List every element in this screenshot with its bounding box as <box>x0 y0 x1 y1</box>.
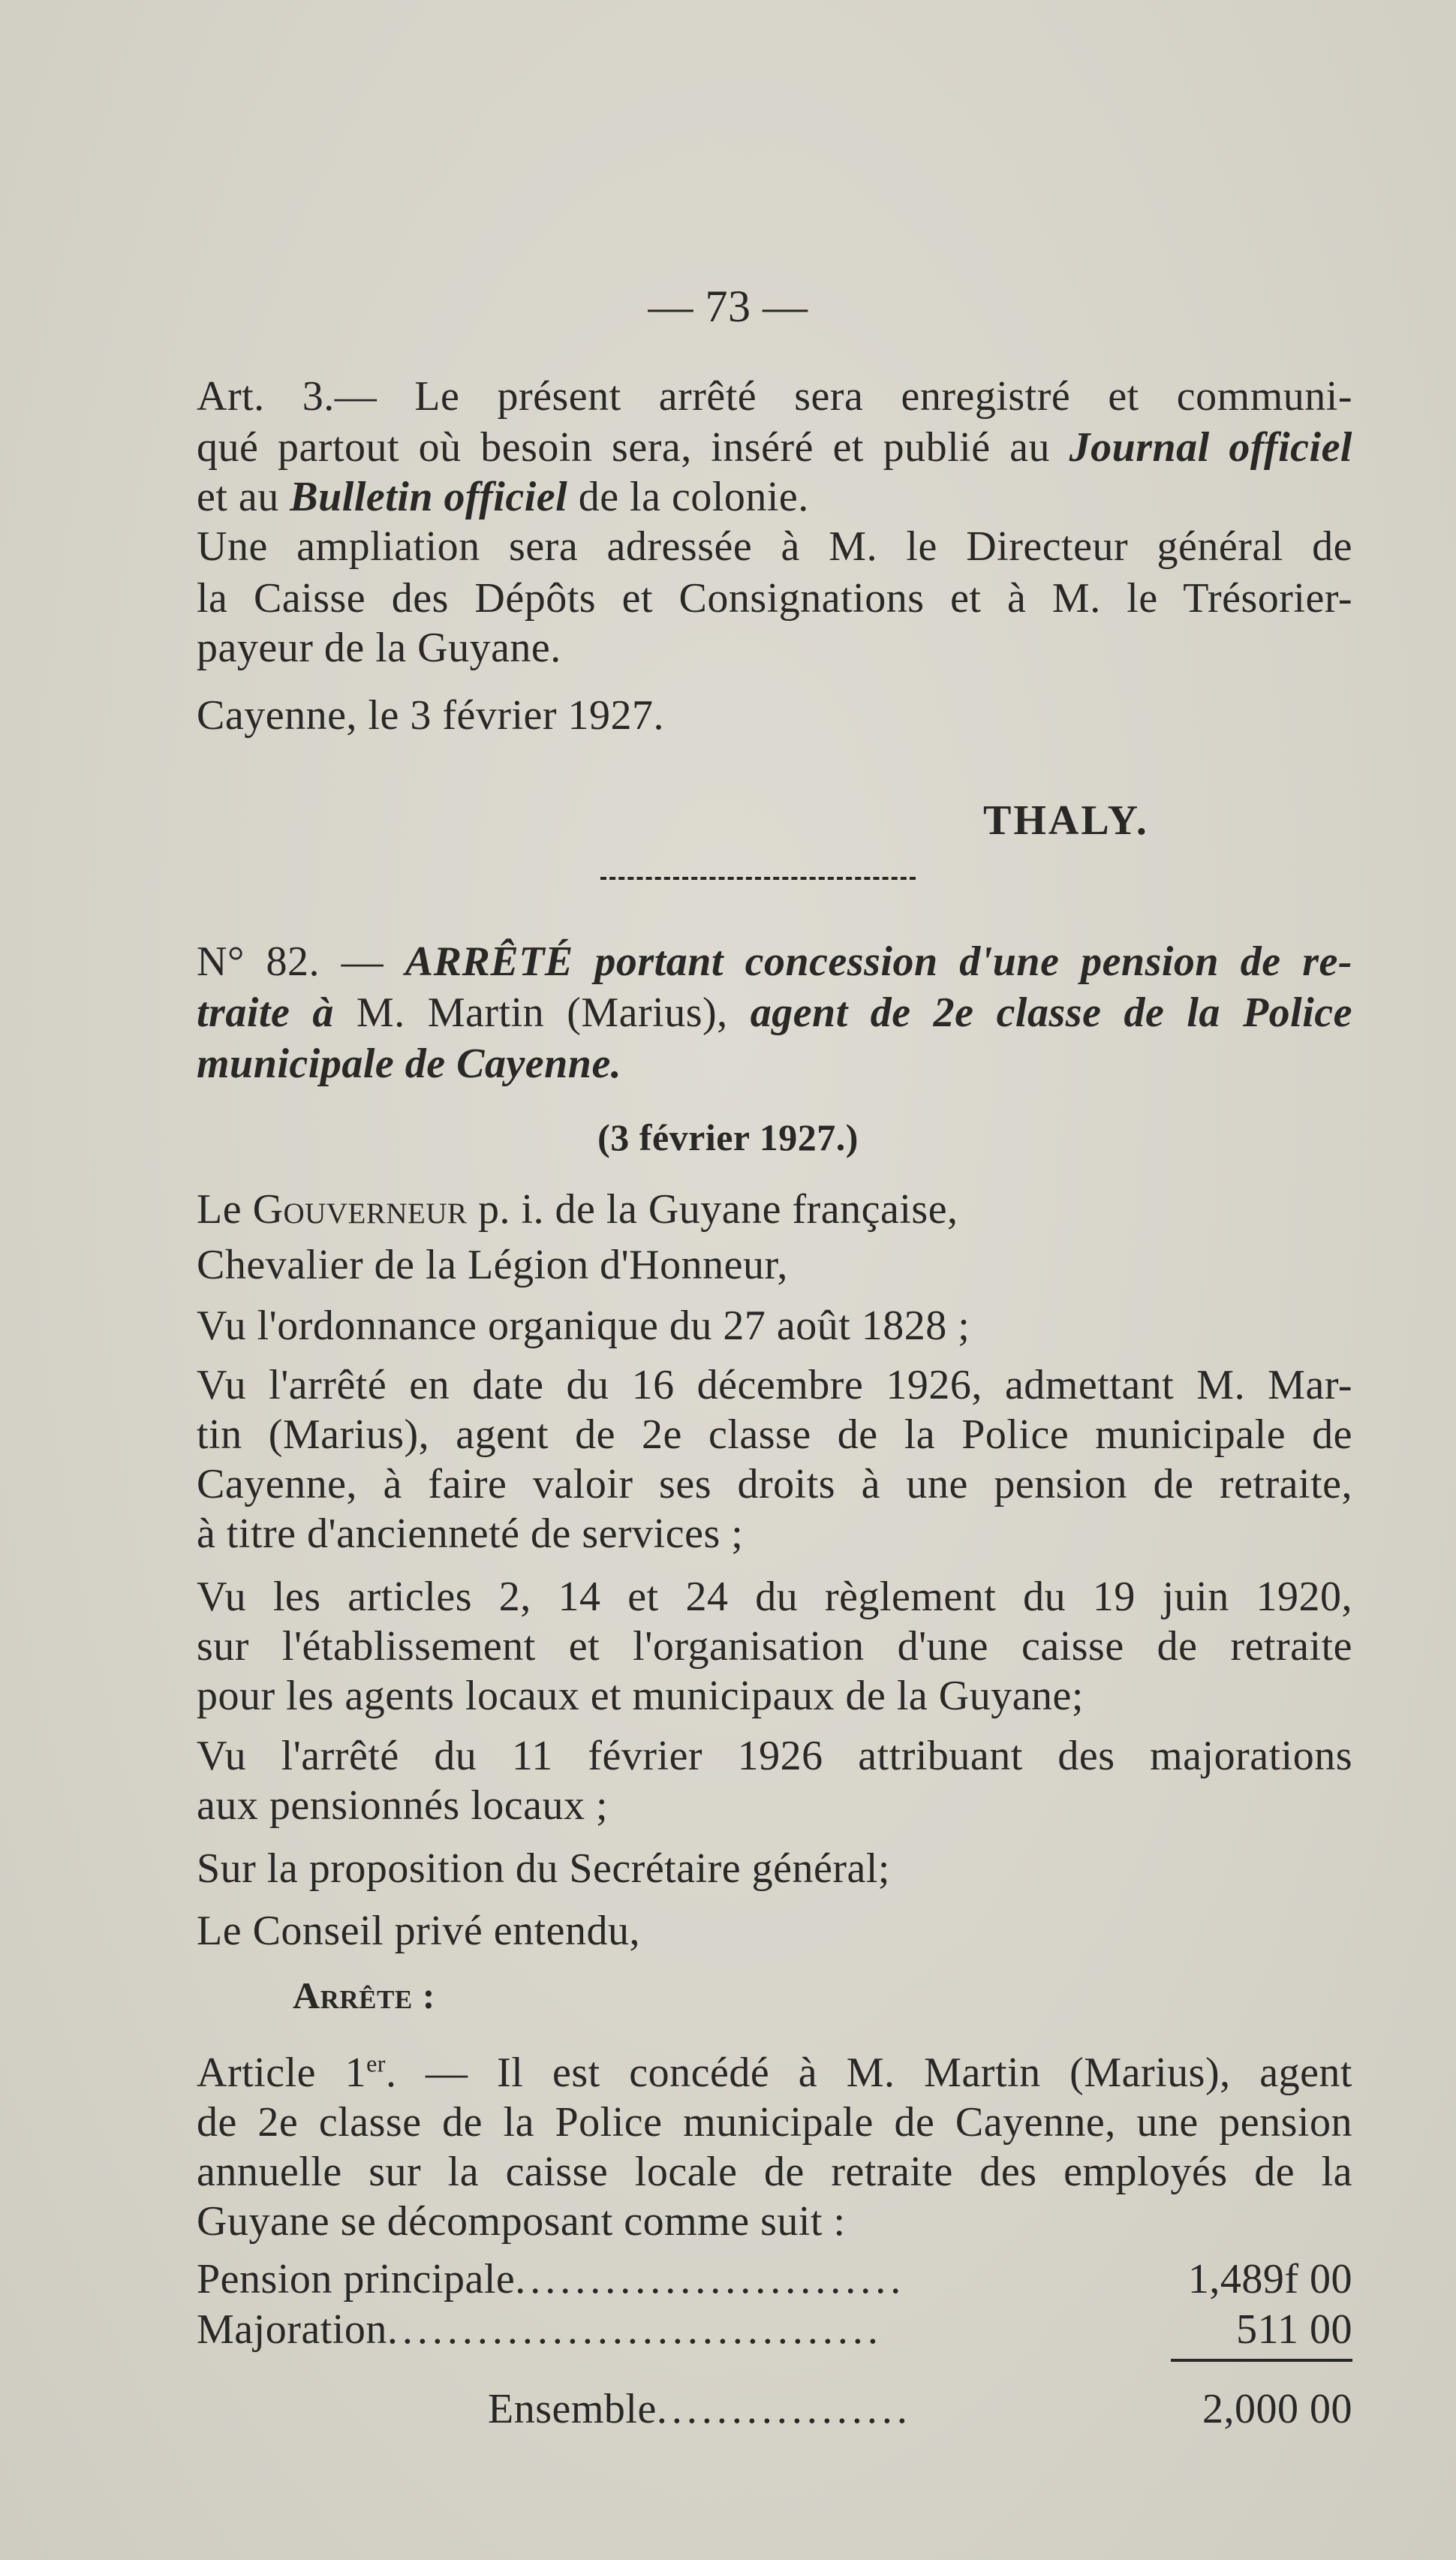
article1-line1 <box>197 2048 1352 2098</box>
majoration-value: 511 00 <box>1236 2306 1352 2353</box>
majoration-label: Majoration <box>197 2306 387 2353</box>
sur-line: Sur la proposition du Secrétaire général; <box>197 1845 890 1892</box>
total-dots: ................. <box>656 2386 912 2432</box>
conseil-line: Le Conseil privé entendu, <box>197 1908 641 1954</box>
article3-line6: payeur de la Guyane. <box>197 625 561 671</box>
vu1-line: Vu l'ordonnance organique du 27 août 1828 ; <box>197 1303 970 1349</box>
separator-rule <box>600 877 916 880</box>
vu3-line1: Vu les articles 2, 14 et 24 du règlement du 19 juin 1920, <box>197 1574 1352 1620</box>
majoration-dots: ................................. <box>387 2306 883 2353</box>
total-rule <box>1171 2359 1352 2362</box>
vu4-line2: aux pensionnés locaux ; <box>197 1782 609 1829</box>
signature: THALY. <box>983 797 1149 844</box>
governor-title: Gouverneur <box>252 1186 468 1233</box>
decree-title-line3: municipale de Cayenne. <box>197 1041 622 1087</box>
bulletin-officiel: Bulletin officiel <box>290 474 568 520</box>
article1-line2: de 2e classe de la Police municipale de Cayenne, une pension <box>197 2099 1352 2146</box>
article3-line3-text: et au <box>197 474 290 520</box>
decree-title2c: agent de 2e classe de la Police <box>750 989 1353 1036</box>
decree-title: ARRÊTÉ portant concession d'une pension de re- <box>405 938 1353 985</box>
article3-line5: la Caisse des Dépôts et Consignations et à M. le Trésorier- <box>197 575 1352 622</box>
total-value: 2,000 00 <box>1202 2386 1352 2432</box>
total-label: Ensemble <box>488 2386 657 2432</box>
place-date: Cayenne, le 3 février 1927. <box>197 692 665 739</box>
article1-line3: annuelle sur la caisse locale de retraite des employés de la <box>197 2149 1352 2195</box>
chevalier-line: Chevalier de la Légion d'Honneur, <box>197 1242 788 1288</box>
article3-line3-end: de la colonie. <box>567 474 809 520</box>
article3-line3 <box>197 472 809 522</box>
vu2-line3: Cayenne, à faire valoir ses droits à une pension de retraite, <box>197 1461 1352 1507</box>
arrete-heading: Arrête : <box>293 1974 435 2016</box>
pension-value: 1,489f 00 <box>1187 2256 1352 2302</box>
vu3-line2: sur l'établissement et l'organisation d'une caisse de retraite <box>197 1623 1352 1670</box>
decree-number: N° 82. — <box>197 938 384 985</box>
decree-title2a: traite à <box>197 989 356 1036</box>
governor-a: Le <box>197 1186 253 1233</box>
vu2-line4: à titre d'ancienneté de services ; <box>197 1510 744 1557</box>
vu3-line3: pour les agents locaux et municipaux de la Guyane; <box>197 1673 1084 1719</box>
article3-line1: Art. 3.— Le présent arrêté sera enregistré et communi- <box>197 373 1352 420</box>
decree-date: (3 février 1927.) <box>597 1116 859 1158</box>
article1-label: Article 1 <box>197 2050 367 2096</box>
governor-c: p. i. de la Guyane française, <box>467 1186 958 1233</box>
decree-title2b: M. Martin (Marius), <box>356 989 751 1036</box>
decree-title-line1 <box>197 937 1352 986</box>
decree-title-line2 <box>197 988 1352 1038</box>
journal-officiel: Journal officiel <box>1069 424 1352 471</box>
vu2-line1: Vu l'arrêté en date du 16 décembre 1926, admettant M. Mar- <box>197 1362 1352 1408</box>
vu4-line1: Vu l'arrêté du 11 février 1926 attribuant des majorations <box>197 1733 1352 1779</box>
article1-text: . — Il est concédé à M. Martin (Marius), agent <box>385 2050 1352 2096</box>
governor-line <box>197 1185 958 1234</box>
article3-line4: Une ampliation sera adressée à M. le Directeur général de <box>197 523 1352 570</box>
pension-label: Pension principale <box>197 2256 516 2302</box>
article3-line2 <box>197 423 1352 472</box>
table-row-total <box>488 2384 912 2434</box>
page-number: — 73 — <box>648 282 808 331</box>
vu2-line2: tin (Marius), agent de 2e classe de la Police municipale de <box>197 1411 1352 1458</box>
article1-sup: er <box>366 2050 386 2077</box>
article3-line2-text: qué partout où besoin sera, inséré et publié au <box>197 424 1069 471</box>
pension-dots: .......................... <box>515 2256 906 2302</box>
article1-line4: Guyane se décomposant comme suit : <box>197 2198 846 2245</box>
